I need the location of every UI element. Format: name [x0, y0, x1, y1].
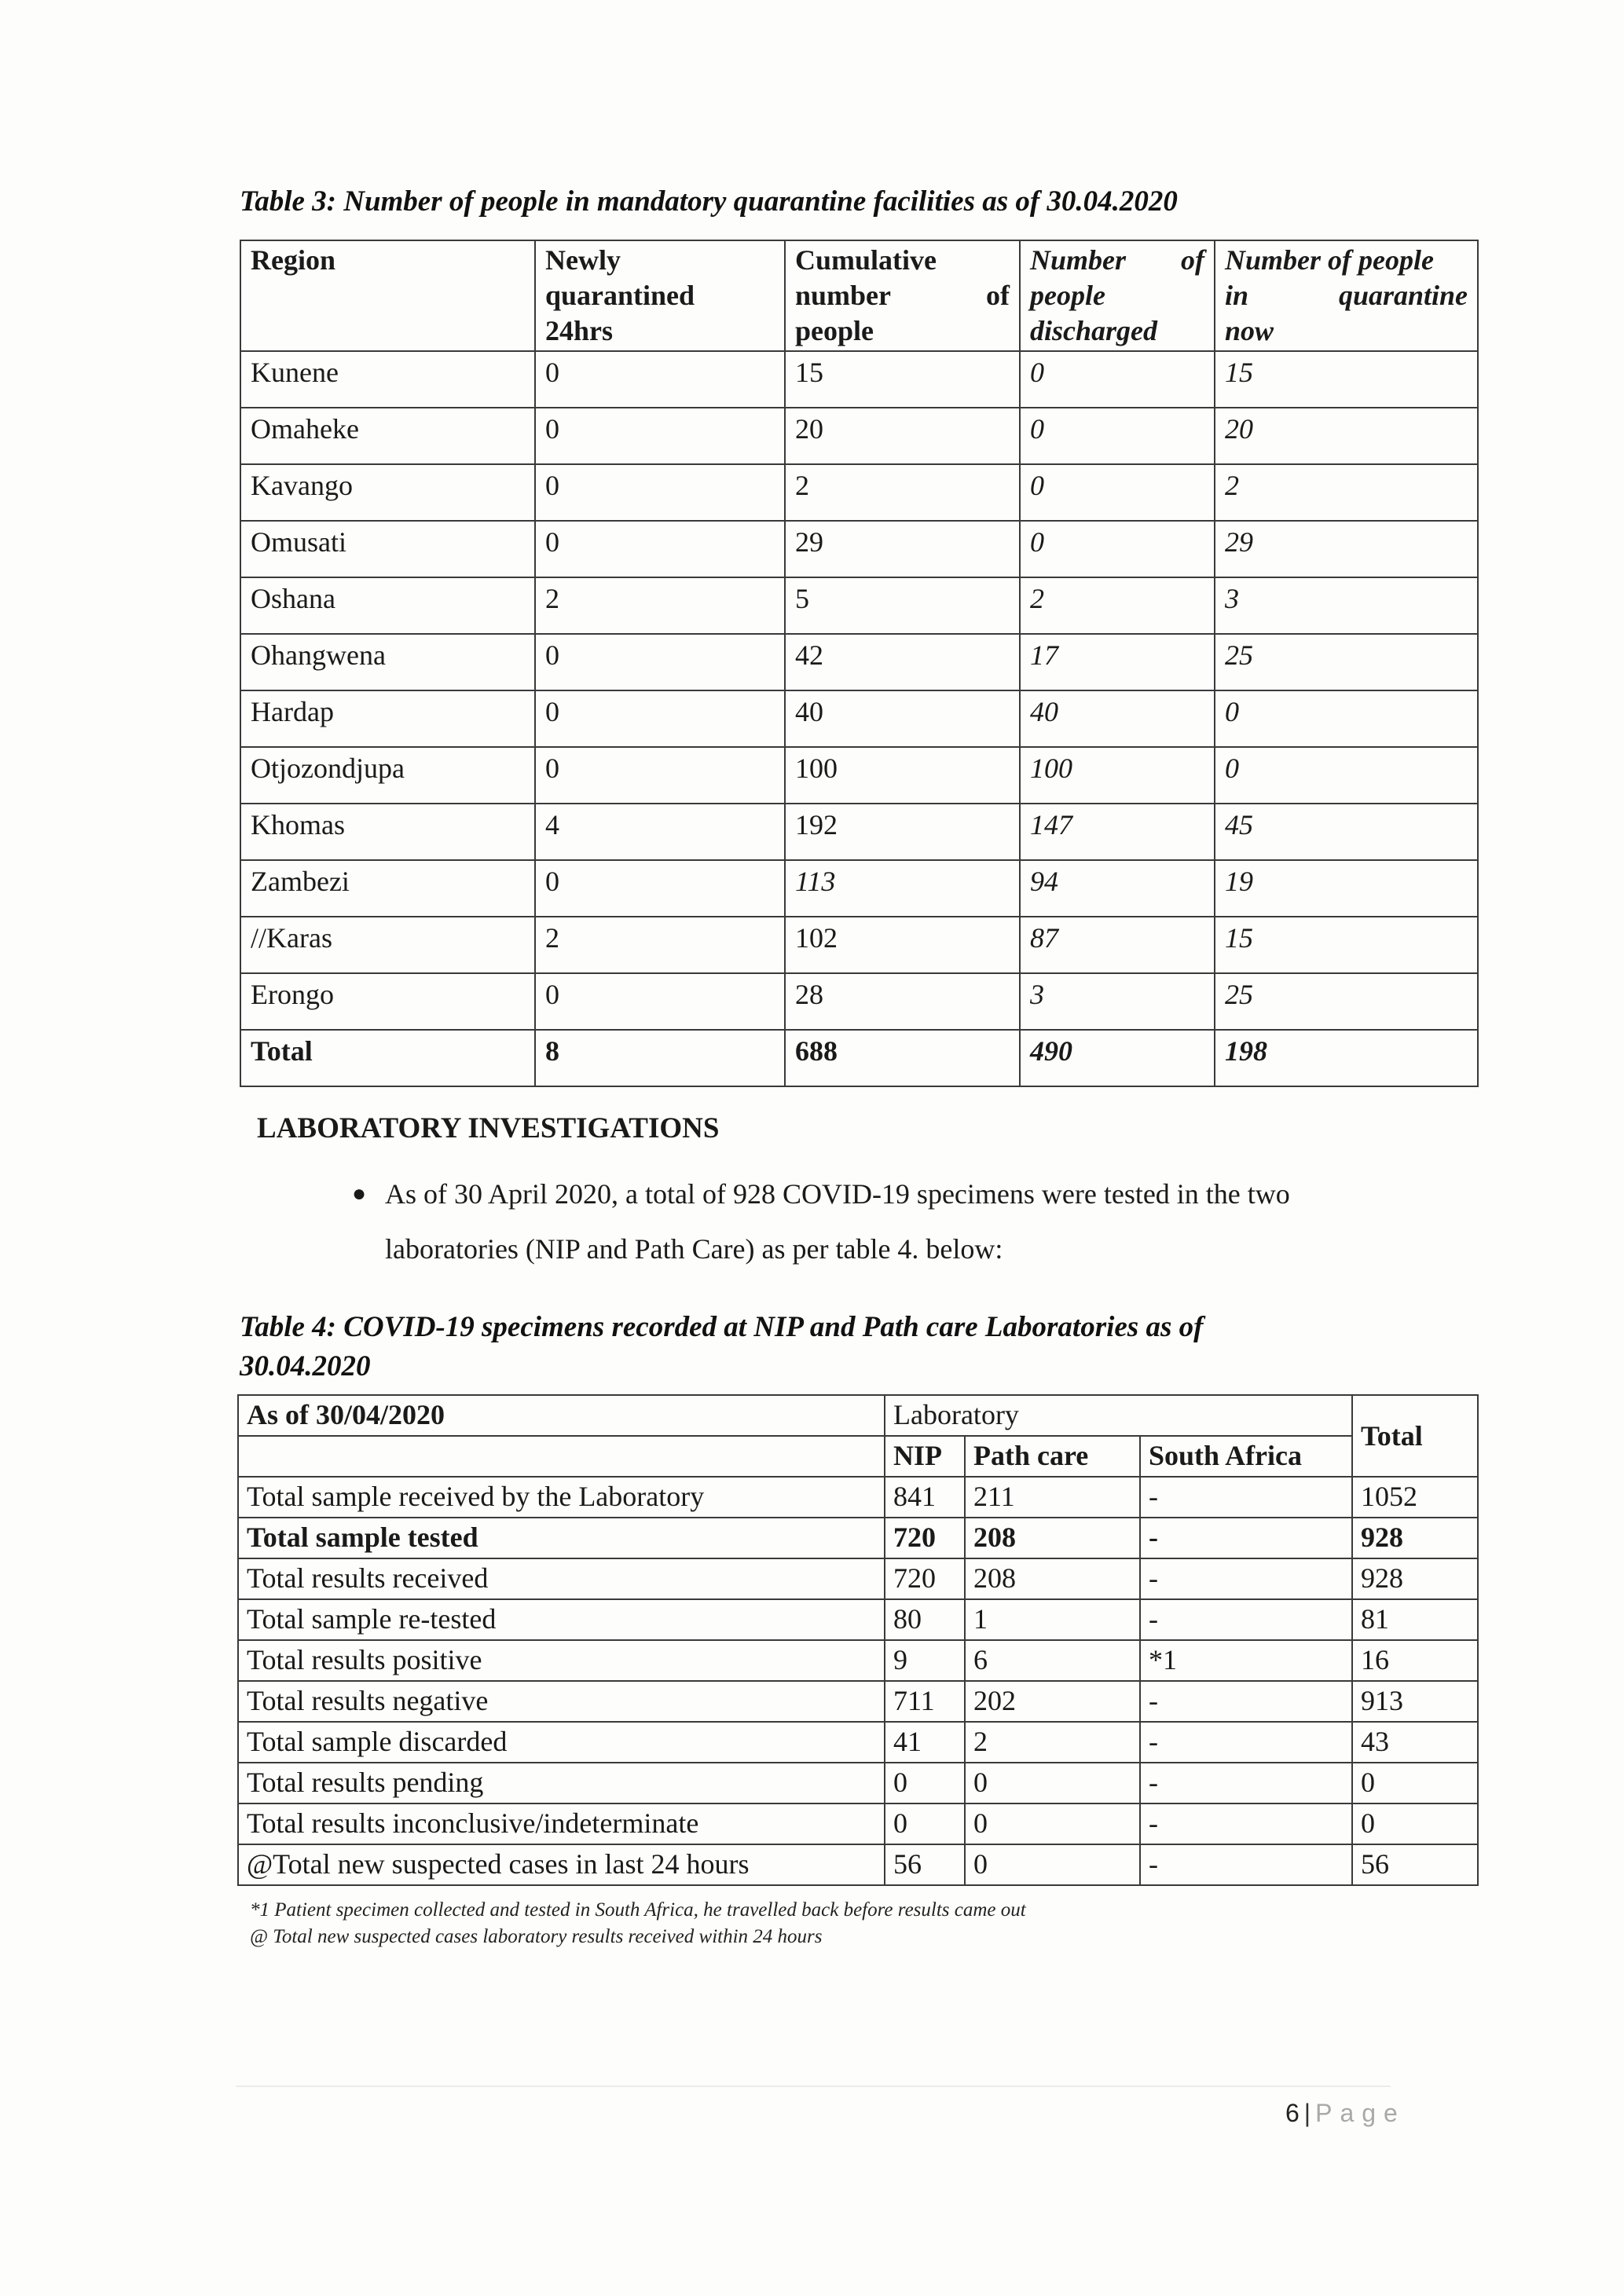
cell-pathcare: 0: [965, 1803, 1140, 1844]
header-south-africa: South Africa: [1140, 1436, 1352, 1477]
cell-label: Total sample discarded: [238, 1722, 885, 1763]
table-row: [238, 1803, 1478, 1844]
cell-discharged: 17: [1020, 634, 1215, 690]
header-text: Cumulative: [795, 244, 937, 276]
cell-nip: 9: [885, 1640, 965, 1681]
table-row: [240, 351, 1478, 408]
cell-now: 29: [1215, 521, 1478, 577]
table-row: [238, 1844, 1478, 1885]
table3-caption: Table 3: Number of people in mandatory quarantine facilities as of 30.04.2020: [240, 185, 1178, 218]
cell-cumulative: 5: [785, 577, 1020, 634]
cell-sa: -: [1140, 1722, 1352, 1763]
header-text: Number: [1030, 244, 1127, 276]
cell-discharged: 2: [1020, 577, 1215, 634]
table4-header-row-2: [238, 1436, 1478, 1477]
cell-sa: -: [1140, 1681, 1352, 1722]
cell-region: Otjozondjupa: [240, 747, 535, 804]
cell-pathcare: 202: [965, 1681, 1140, 1722]
cell-nip: 720: [885, 1518, 965, 1558]
cell-cumulative: 42: [785, 634, 1020, 690]
cell-newly: 0: [535, 408, 785, 464]
header-text: of: [1181, 244, 1204, 276]
table-row: [240, 973, 1478, 1030]
cell-now: 20: [1215, 408, 1478, 464]
cell-total: 56: [1352, 1844, 1478, 1885]
table-total-row: [240, 1030, 1478, 1086]
bullet-text-line: laboratories (NIP and Path Care) as per table 4. below:: [385, 1233, 1003, 1265]
cell-now: 3: [1215, 577, 1478, 634]
table-row: [240, 577, 1478, 634]
table-row: [240, 464, 1478, 521]
cell-region: Oshana: [240, 577, 535, 634]
caption-line: Table 4: COVID-19 specimens recorded at NIP and Path care Laboratories as of: [240, 1311, 1204, 1343]
page-separator: |: [1303, 2099, 1311, 2127]
cell-region: Kavango: [240, 464, 535, 521]
cell-label: Total results inconclusive/indeterminate: [238, 1803, 885, 1844]
cell-region: Zambezi: [240, 860, 535, 917]
cell-now: 45: [1215, 804, 1478, 860]
cell-now: 198: [1215, 1030, 1478, 1086]
cell-discharged: 3: [1020, 973, 1215, 1030]
cell-cumulative: 192: [785, 804, 1020, 860]
header-laboratory: Laboratory: [885, 1395, 1352, 1436]
cell-sa: -: [1140, 1803, 1352, 1844]
cell-newly: 0: [535, 860, 785, 917]
cell-cumulative: 20: [785, 408, 1020, 464]
header-text: Newly: [545, 244, 621, 276]
cell-label: Total results pending: [238, 1763, 885, 1803]
cell-sa: -: [1140, 1599, 1352, 1640]
header-text: number: [795, 280, 892, 311]
cell-now: 19: [1215, 860, 1478, 917]
cell-nip: 41: [885, 1722, 965, 1763]
cell-newly: 4: [535, 804, 785, 860]
cell-now: 2: [1215, 464, 1478, 521]
cell-region: Hardap: [240, 690, 535, 747]
table-row: [240, 690, 1478, 747]
table-row: [238, 1477, 1478, 1518]
cell-cumulative: 688: [785, 1030, 1020, 1086]
cell-total: 1052: [1352, 1477, 1478, 1518]
cell-now: 15: [1215, 917, 1478, 973]
header-pathcare: Path care: [965, 1436, 1140, 1477]
cell-cumulative: 113: [785, 860, 1020, 917]
header-text: of: [986, 280, 1010, 311]
cell-now: 0: [1215, 747, 1478, 804]
cell-region: Omaheke: [240, 408, 535, 464]
header-region: [240, 240, 535, 351]
cell-newly: 0: [535, 634, 785, 690]
table-row: [240, 747, 1478, 804]
cell-region: Omusati: [240, 521, 535, 577]
table-row: [240, 917, 1478, 973]
quarantine-table: [240, 240, 1479, 1087]
cell-region: Khomas: [240, 804, 535, 860]
cell-total: 0: [1352, 1763, 1478, 1803]
cell-total: 81: [1352, 1599, 1478, 1640]
cell-sa: -: [1140, 1477, 1352, 1518]
cell-pathcare: 2: [965, 1722, 1140, 1763]
header-nip: NIP: [885, 1436, 965, 1477]
bullet-icon: ●: [352, 1181, 367, 1207]
cell-nip: 80: [885, 1599, 965, 1640]
cell-now: 25: [1215, 973, 1478, 1030]
cell-sa: -: [1140, 1763, 1352, 1803]
table-row: [240, 521, 1478, 577]
cell-newly: 2: [535, 917, 785, 973]
cell-newly: 8: [535, 1030, 785, 1086]
table-row: [238, 1518, 1478, 1558]
cell-pathcare: 0: [965, 1844, 1140, 1885]
cell-discharged: 100: [1020, 747, 1215, 804]
cell-discharged: 0: [1020, 521, 1215, 577]
cell-discharged: 87: [1020, 917, 1215, 973]
header-text: quarantined: [545, 280, 695, 311]
cell-discharged: 147: [1020, 804, 1215, 860]
cell-discharged: 40: [1020, 690, 1215, 747]
cell-cumulative: 100: [785, 747, 1020, 804]
cell-discharged: 94: [1020, 860, 1215, 917]
header-empty: [238, 1436, 885, 1477]
cell-total: 928: [1352, 1518, 1478, 1558]
cell-nip: 56: [885, 1844, 965, 1885]
table-row: [238, 1681, 1478, 1722]
cell-label: Total sample re-tested: [238, 1599, 885, 1640]
cell-label: Total results received: [238, 1558, 885, 1599]
cell-region: Total: [240, 1030, 535, 1086]
cell-total: 913: [1352, 1681, 1478, 1722]
table-row: [238, 1558, 1478, 1599]
caption-line: 30.04.2020: [240, 1350, 371, 1382]
table-row: [238, 1640, 1478, 1681]
cell-cumulative: 102: [785, 917, 1020, 973]
header-text: people: [795, 315, 874, 346]
table3-header-row: [240, 240, 1478, 351]
cell-now: 15: [1215, 351, 1478, 408]
header-cumulative: [785, 240, 1020, 351]
cell-label: Total results positive: [238, 1640, 885, 1681]
cell-cumulative: 2: [785, 464, 1020, 521]
cell-newly: 2: [535, 577, 785, 634]
header-total: Total: [1352, 1395, 1478, 1477]
cell-region: Kunene: [240, 351, 535, 408]
header-text: now: [1225, 315, 1274, 346]
cell-newly: 0: [535, 464, 785, 521]
table4-header-row-1: [238, 1395, 1478, 1436]
page-number: [1285, 2099, 1406, 2128]
cell-newly: 0: [535, 351, 785, 408]
header-in-quarantine: [1215, 240, 1478, 351]
cell-now: 0: [1215, 690, 1478, 747]
cell-pathcare: 0: [965, 1763, 1140, 1803]
header-as-of: As of 30/04/2020: [238, 1395, 885, 1436]
cell-total: 0: [1352, 1803, 1478, 1844]
cell-total: 43: [1352, 1722, 1478, 1763]
cell-now: 25: [1215, 634, 1478, 690]
page-number-value: 6: [1285, 2099, 1300, 2127]
cell-nip: 720: [885, 1558, 965, 1599]
footnote-suspected: @ Total new suspected cases laboratory results received within 24 hours: [250, 1926, 823, 1947]
cell-region: Erongo: [240, 973, 535, 1030]
cell-nip: 0: [885, 1803, 965, 1844]
cell-pathcare: 1: [965, 1599, 1140, 1640]
cell-pathcare: 6: [965, 1640, 1140, 1681]
cell-cumulative: 40: [785, 690, 1020, 747]
lab-specimens-table: [237, 1394, 1479, 1886]
table-row: [238, 1763, 1478, 1803]
header-text: Number of people: [1225, 244, 1434, 276]
header-text: quarantine: [1338, 280, 1468, 311]
header-text: in: [1225, 280, 1249, 311]
cell-label: Total sample received by the Laboratory: [238, 1477, 885, 1518]
cell-cumulative: 28: [785, 973, 1020, 1030]
header-text: people: [1030, 280, 1105, 311]
footer-divider: [236, 2085, 1391, 2087]
table4-caption: [240, 1308, 1340, 1386]
table-row: [240, 408, 1478, 464]
cell-pathcare: 211: [965, 1477, 1140, 1518]
cell-cumulative: 29: [785, 521, 1020, 577]
cell-sa: *1: [1140, 1640, 1352, 1681]
lab-bullet-item: [352, 1166, 1454, 1276]
table-row: [238, 1722, 1478, 1763]
cell-region: //Karas: [240, 917, 535, 973]
header-discharged: [1020, 240, 1215, 351]
lab-investigations-heading: LABORATORY INVESTIGATIONS: [257, 1112, 720, 1144]
cell-newly: 0: [535, 521, 785, 577]
cell-pathcare: 208: [965, 1558, 1140, 1599]
cell-discharged: 0: [1020, 408, 1215, 464]
cell-sa: -: [1140, 1518, 1352, 1558]
cell-newly: 0: [535, 690, 785, 747]
cell-sa: -: [1140, 1558, 1352, 1599]
cell-pathcare: 208: [965, 1518, 1140, 1558]
cell-sa: -: [1140, 1844, 1352, 1885]
cell-label: @Total new suspected cases in last 24 hours: [238, 1844, 885, 1885]
table-row: [240, 860, 1478, 917]
cell-discharged: 0: [1020, 464, 1215, 521]
table-row: [240, 804, 1478, 860]
cell-nip: 711: [885, 1681, 965, 1722]
cell-nip: 841: [885, 1477, 965, 1518]
cell-region: Ohangwena: [240, 634, 535, 690]
cell-nip: 0: [885, 1763, 965, 1803]
cell-total: 928: [1352, 1558, 1478, 1599]
table-row: [238, 1599, 1478, 1640]
footnote-south-africa: *1 Patient specimen collected and tested in South Africa, he travelled back before results came out: [250, 1899, 1026, 1921]
cell-newly: 0: [535, 747, 785, 804]
cell-label: Total sample tested: [238, 1518, 885, 1558]
page-label: Page: [1315, 2099, 1406, 2127]
header-region-text: Region: [251, 244, 335, 276]
bullet-text-line: As of 30 April 2020, a total of 928 COVID-19 specimens were tested in the two: [385, 1178, 1290, 1210]
header-newly-quarantined: [535, 240, 785, 351]
header-text: 24hrs: [545, 315, 614, 346]
cell-discharged: 0: [1020, 351, 1215, 408]
cell-newly: 0: [535, 973, 785, 1030]
cell-discharged: 490: [1020, 1030, 1215, 1086]
cell-label: Total results negative: [238, 1681, 885, 1722]
table-row: [240, 634, 1478, 690]
cell-cumulative: 15: [785, 351, 1020, 408]
cell-total: 16: [1352, 1640, 1478, 1681]
header-text: discharged: [1030, 315, 1157, 346]
